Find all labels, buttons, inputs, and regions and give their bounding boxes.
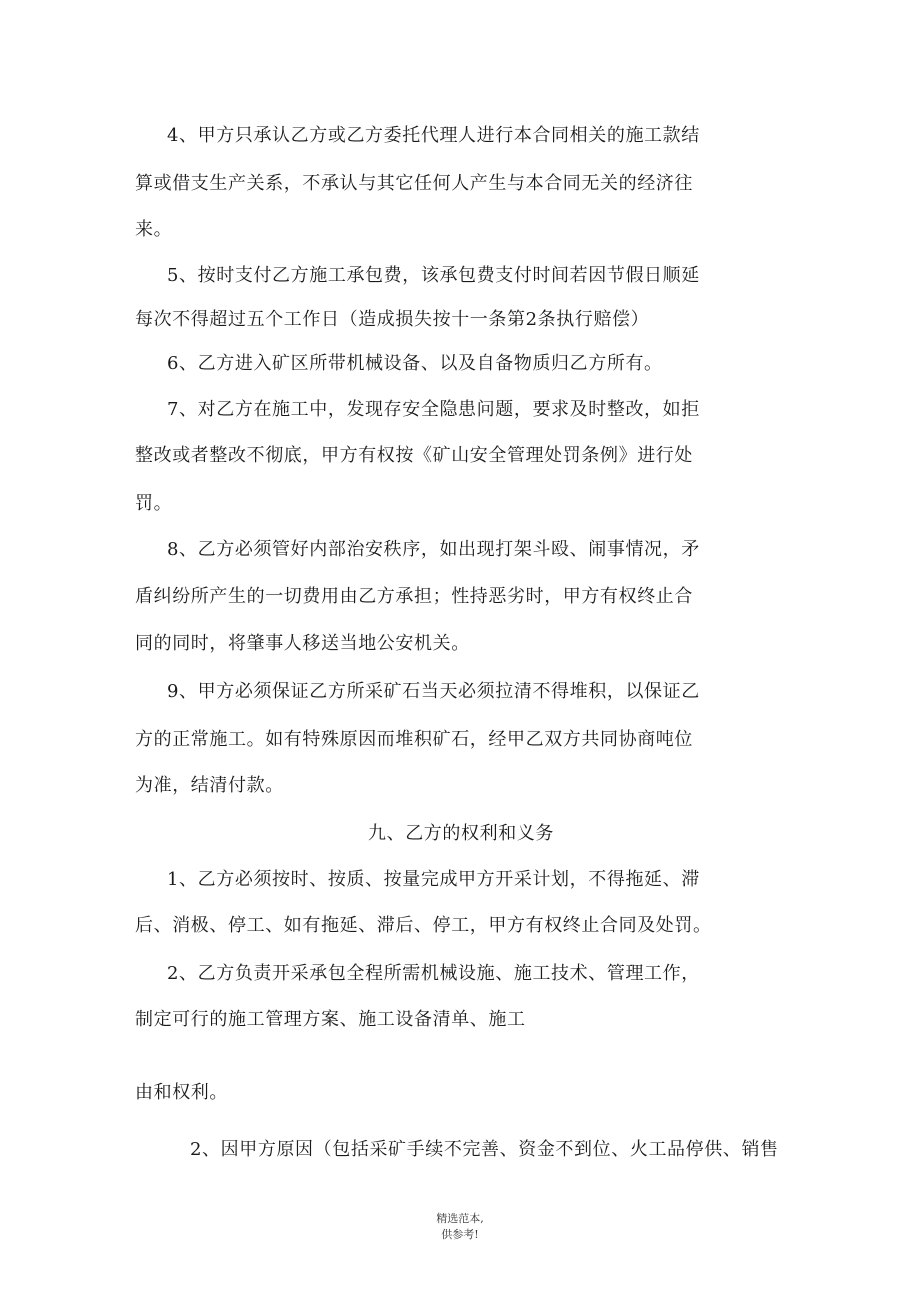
paragraph-line: 算或借支生产关系，不承认与其它任何人产生与本合同无关的经济往 — [135, 173, 693, 194]
paragraph-line: 盾纠纷所产生的一切费用由乙方承担；性持恶劣时，甲方有权终止合 — [135, 586, 693, 607]
paragraph-line: 2、乙方负责开采承包全程所需机械设施、施工技术、管理工作， — [167, 963, 700, 984]
footer-note-line2: 供参考! — [441, 1228, 479, 1241]
paragraph-line: 每次不得超过五个工作日（造成损失按十一条第2条执行赔偿） — [135, 309, 650, 330]
paragraph-line: 后、消极、停工、如有拖延、滞后、停工，甲方有权终止合同及处罚。 — [135, 915, 712, 936]
paragraph-line: 为准，结清付款。 — [135, 775, 284, 796]
paragraph-line: 7、对乙方在施工中，发现存安全隐患问题，要求及时整改，如拒 — [167, 399, 700, 420]
paragraph-line: 由和权利。 — [135, 1082, 228, 1103]
paragraph-line: 2、因甲方原因（包括采矿手续不完善、资金不到位、火工品停供、销售 — [190, 1139, 779, 1160]
section-heading: 九、乙方的权利和义务 — [368, 823, 554, 844]
paragraph-line: 1、乙方必须按时、按质、按量完成甲方开采计划，不得拖延、滞 — [167, 869, 700, 890]
paragraph-line: 来。 — [135, 219, 173, 240]
paragraph-line: 9、甲方必须保证乙方所采矿石当天必须拉清不得堆积，以保证乙 — [167, 681, 700, 702]
paragraph-line: 4、甲方只承认乙方或乙方委托代理人进行本合同相关的施工款结 — [167, 125, 700, 146]
footer-note-line1: 精选范本, — [436, 1212, 484, 1225]
paragraph-line: 方的正常施工。如有特殊原因而堆积矿石，经甲乙双方共同协商吨位 — [135, 729, 693, 750]
paragraph-line: 罚。 — [135, 493, 173, 514]
paragraph-line: 5、按时支付乙方施工承包费，该承包费支付时间若因节假日顺延 — [167, 265, 700, 286]
paragraph-line: 6、乙方进入矿区所带机械设备、以及自备物质归乙方所有。 — [167, 353, 663, 374]
paragraph-line: 制定可行的施工管理方案、施工设备清单、施工 — [135, 1009, 526, 1030]
paragraph-line: 8、乙方必须管好内部治安秩序，如出现打架斗殴、闹事情况，矛 — [167, 539, 700, 560]
paragraph-line: 整改或者整改不彻底，甲方有权按《矿山安全管理处罚条例》进行处 — [135, 445, 693, 466]
paragraph-line: 同的同时，将肇事人移送当地公安机关。 — [135, 633, 470, 654]
